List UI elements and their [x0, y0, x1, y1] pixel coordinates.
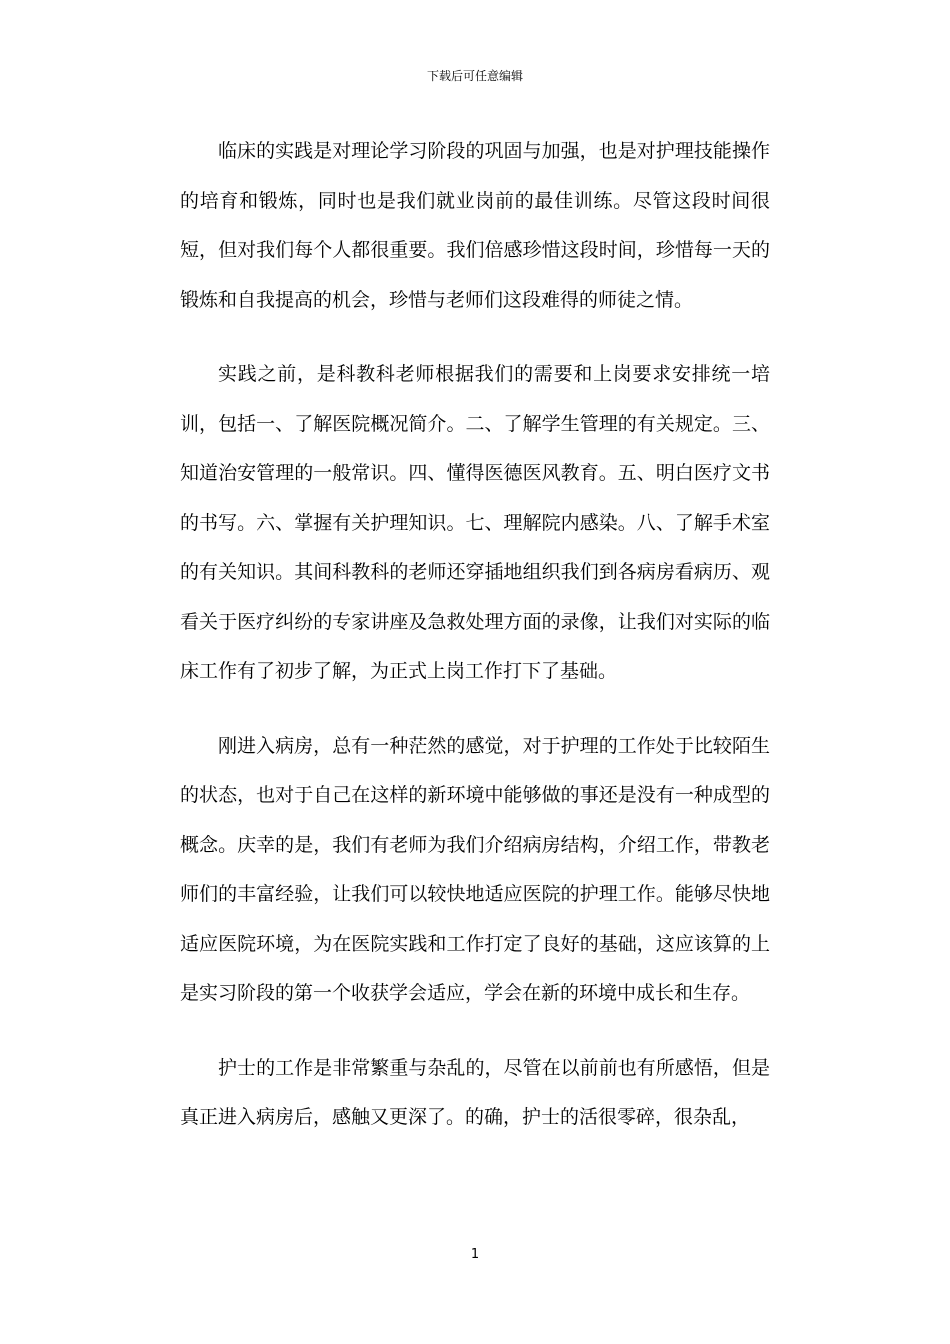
paragraph-3: 刚进入病房，总有一种茫然的感觉，对于护理的工作处于比较陌生的状态，也对于自己在这样的新环境中能够做的事还是没有一种成型的概念。庆幸的是，我们有老师为我们介绍病房结构，介绍工作，带教老师们的丰富经验，让我们可以较快地适应医院的护理工作。能够尽快地适应医院环境，为在医院实践和工作打定了良好的基础，这应该算的上是实习阶段的第一个收获学会适应，学会在新的环境中成长和生存。	[180, 734, 770, 1004]
paragraph-2: 实践之前，是科教科老师根据我们的需要和上岗要求安排统一培训，包括一、了解医院概况简介。二、了解学生管理的有关规定。三、知道治安管理的一般常识。四、懂得医德医风教育。五、明白医疗文书的书写。六、掌握有关护理知识。七、理解院内感染。八、了解手术室的有关知识。其间科教科的老师还穿插地组织我们到各病房看病历、观看关于医疗纠纷的专家讲座及急救处理方面的录像，让我们对实际的临床工作有了初步了解，为正式上岗工作打下了基础。	[180, 363, 770, 682]
document-body	[180, 127, 770, 1168]
paragraph-1: 临床的实践是对理论学习阶段的巩固与加强，也是对护理技能操作的培育和锻炼，同时也是我们就业岗前的最佳训练。尽管这段时间很短，但对我们每个人都很重要。我们倍感珍惜这段时间，珍惜每一天的锻炼和自我提高的机会，珍惜与老师们这段难得的师徒之情。	[180, 140, 770, 311]
page-number: 1	[470, 1247, 480, 1262]
paragraph-4: 护士的工作是非常繁重与杂乱的，尽管在以前前也有所感悟，但是真正进入病房后，感触又更深了。的确，护士的活很零碎，很杂乱，	[180, 1056, 770, 1128]
page-header: 下载后可任意编辑	[426, 69, 523, 83]
